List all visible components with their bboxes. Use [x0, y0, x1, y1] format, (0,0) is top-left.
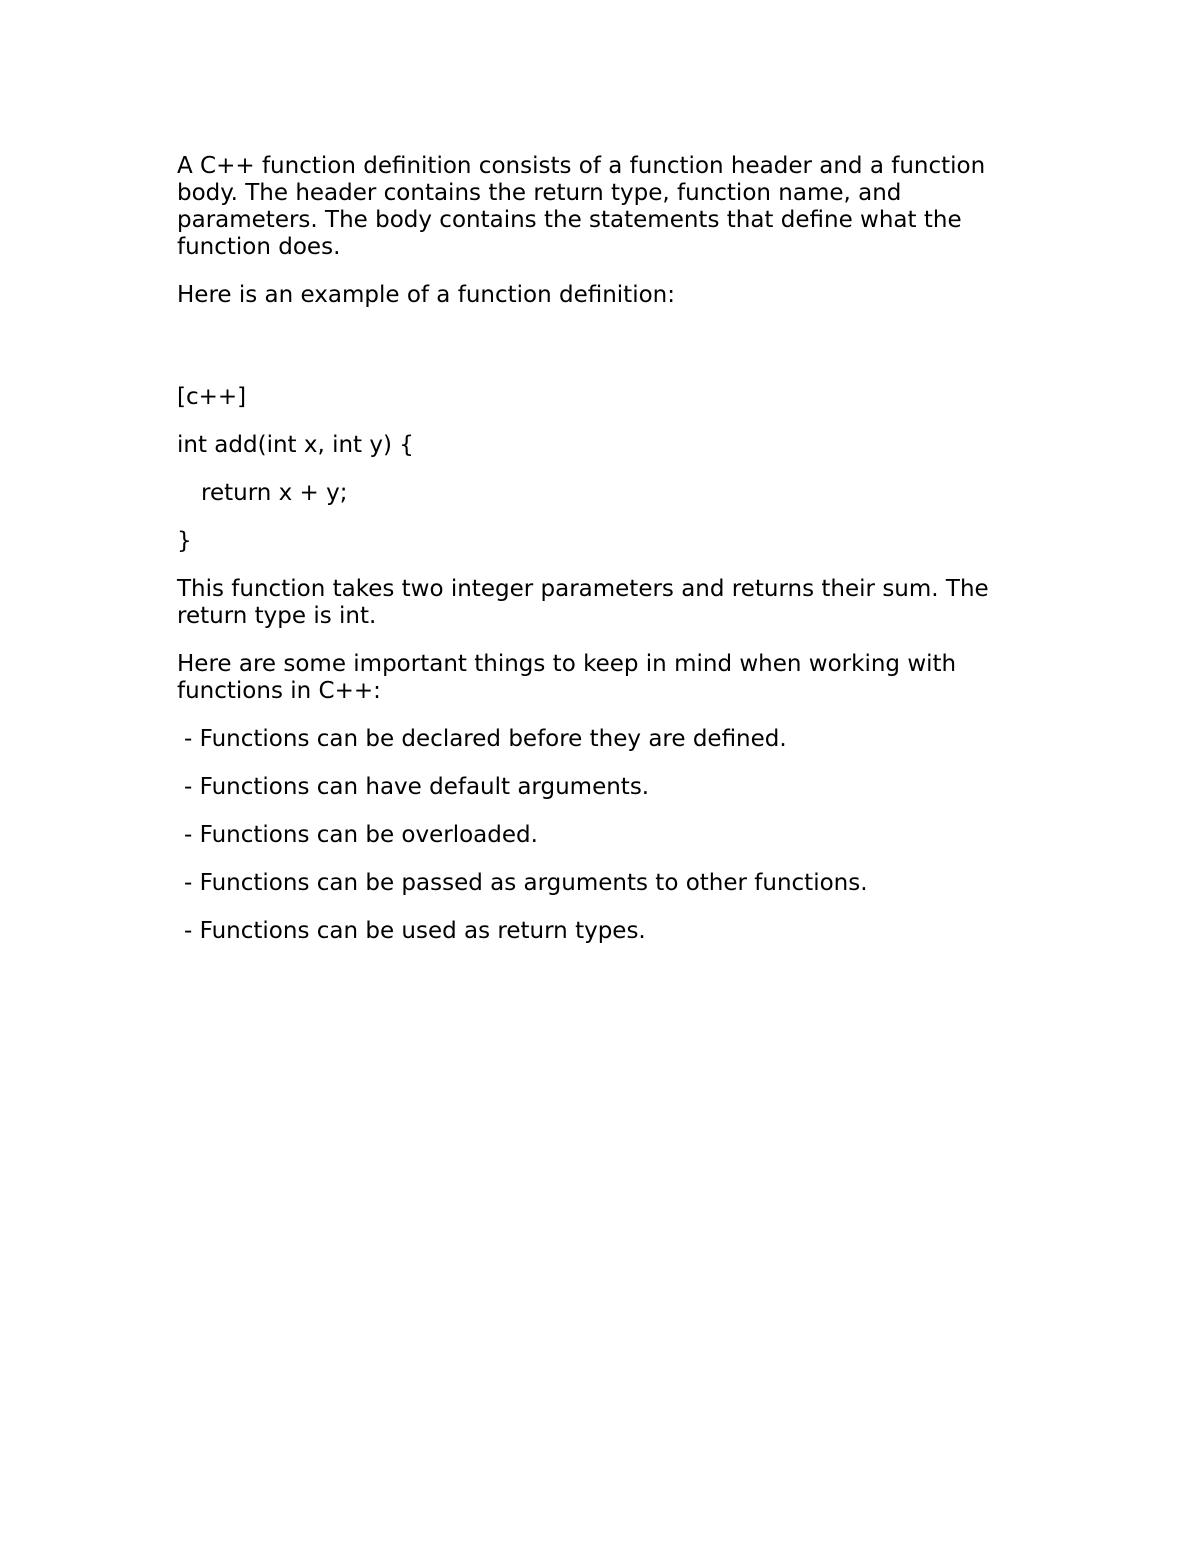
- code-language-tag: [c++]: [177, 384, 247, 410]
- list-item: - Functions can be passed as arguments to other functions.: [184, 870, 868, 896]
- code-line-return: return x + y;: [201, 480, 348, 506]
- intro-paragraph: A C++ function definition consists of a function header and a function body. The header contains the return type, function name, and parameters. The body contains the statements that define what the function does.: [177, 153, 986, 260]
- notes-lead-paragraph: Here are some important things to keep in mind when working with functions in C++:: [177, 651, 957, 704]
- document-page: [177, 153, 1037, 966]
- code-line-signature: int add(int x, int y) {: [177, 432, 414, 458]
- summary-paragraph: This function takes two integer parameters and returns their sum. The return type is int.: [177, 576, 989, 629]
- example-lead-paragraph: Here is an example of a function definition:: [177, 282, 675, 308]
- code-block: [177, 384, 1037, 555]
- list-item: - Functions can be declared before they are defined.: [184, 726, 787, 752]
- list-item: - Functions can have default arguments.: [184, 774, 650, 800]
- notes-list: [177, 726, 1037, 945]
- list-item: - Functions can be used as return types.: [184, 918, 646, 944]
- list-item: - Functions can be overloaded.: [184, 822, 538, 848]
- code-line-closing-brace: }: [177, 528, 192, 554]
